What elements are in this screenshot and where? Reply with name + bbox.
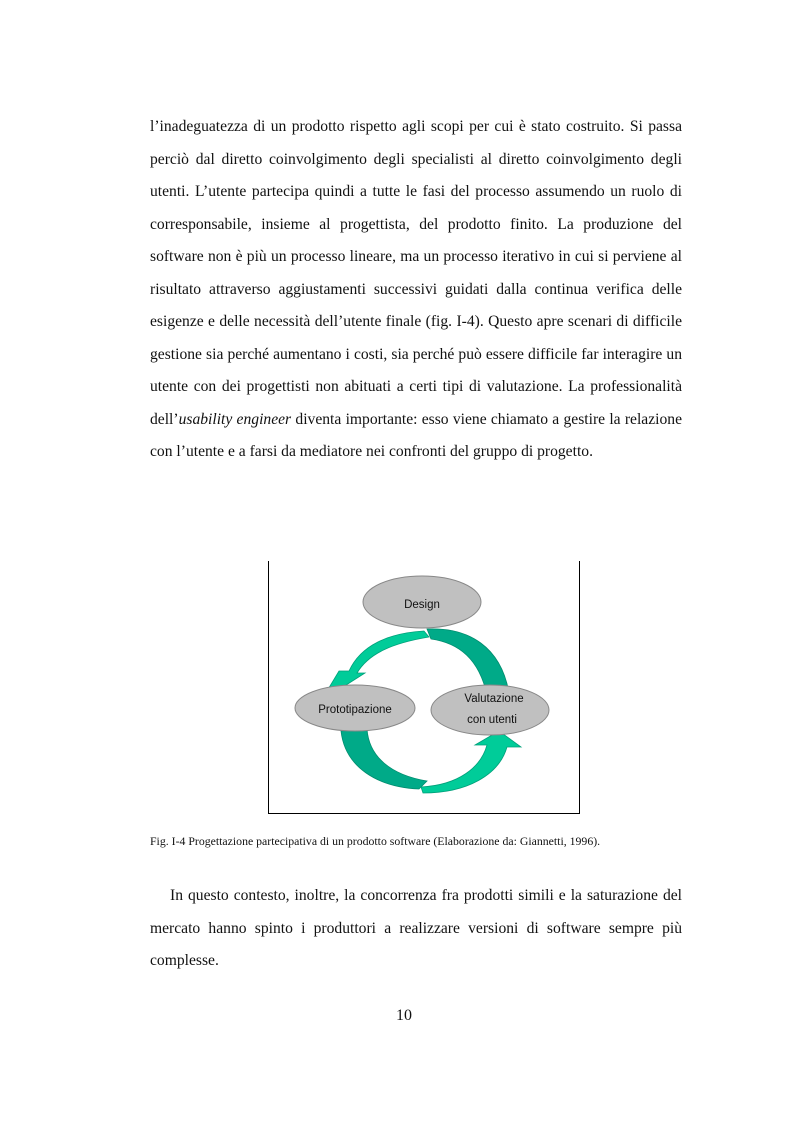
paragraph-text-continued: diventa importante: esso viene chiamato a gestire la relazione con l’utente e a farsi da mediatore nei confronti del gruppo di progetto. [150, 410, 682, 460]
cycle-diagram [269, 561, 581, 814]
arrow-evaluation-return [421, 731, 521, 793]
node-evaluation-label-line2: con utenti [467, 714, 517, 726]
node-prototyping-label: Prototipazione [318, 704, 392, 716]
participatory-design-figure [268, 561, 580, 814]
emphasis-term: usability engineer [178, 410, 292, 428]
page-number: 10 [396, 1007, 412, 1024]
body-paragraph [150, 111, 682, 469]
node-design-label: Design [404, 599, 440, 611]
figure-caption: Fig. I-4 Progettazione partecipativa di un prodotto software (Elaborazione da: Giannetti, 1996). [150, 834, 601, 848]
paragraph-text: l’inadeguatezza di un prodotto rispetto agli scopi per cui è stato costruito. Si passa perciò dal diretto coinvolgimento degli specialisti al diretto coinvolgimento degli utenti. L’utente partecipa quindi a tutte le fasi del processo assumendo un ruolo di corresponsabile, insieme al progettista, del prodotto finito. La produzione del software non è più un processo lineare, ma un processo iterativo in cui si perviene al risultato attraverso aggiustamenti successivi guidati dalla continua verifica delle esigenze e delle necessità dell’utente finale (fig. I-4). Questo apre scenari di difficile gestione sia perché aumentano i costi, sia perché può essere difficile far interagire un utente con dei progettisti non abituati a certi tipi di valutazione. La professionalità dell’ [150, 118, 682, 428]
body-paragraph-2: In questo contesto, inoltre, la concorrenza fra prodotti simili e la saturazione del mercato hanno spinto i produttori a realizzare versioni di software sempre più complesse. [150, 887, 682, 969]
node-evaluation-label-line1: Valutazione [464, 693, 524, 705]
arrow-prototyping-to-evaluation [341, 729, 427, 789]
